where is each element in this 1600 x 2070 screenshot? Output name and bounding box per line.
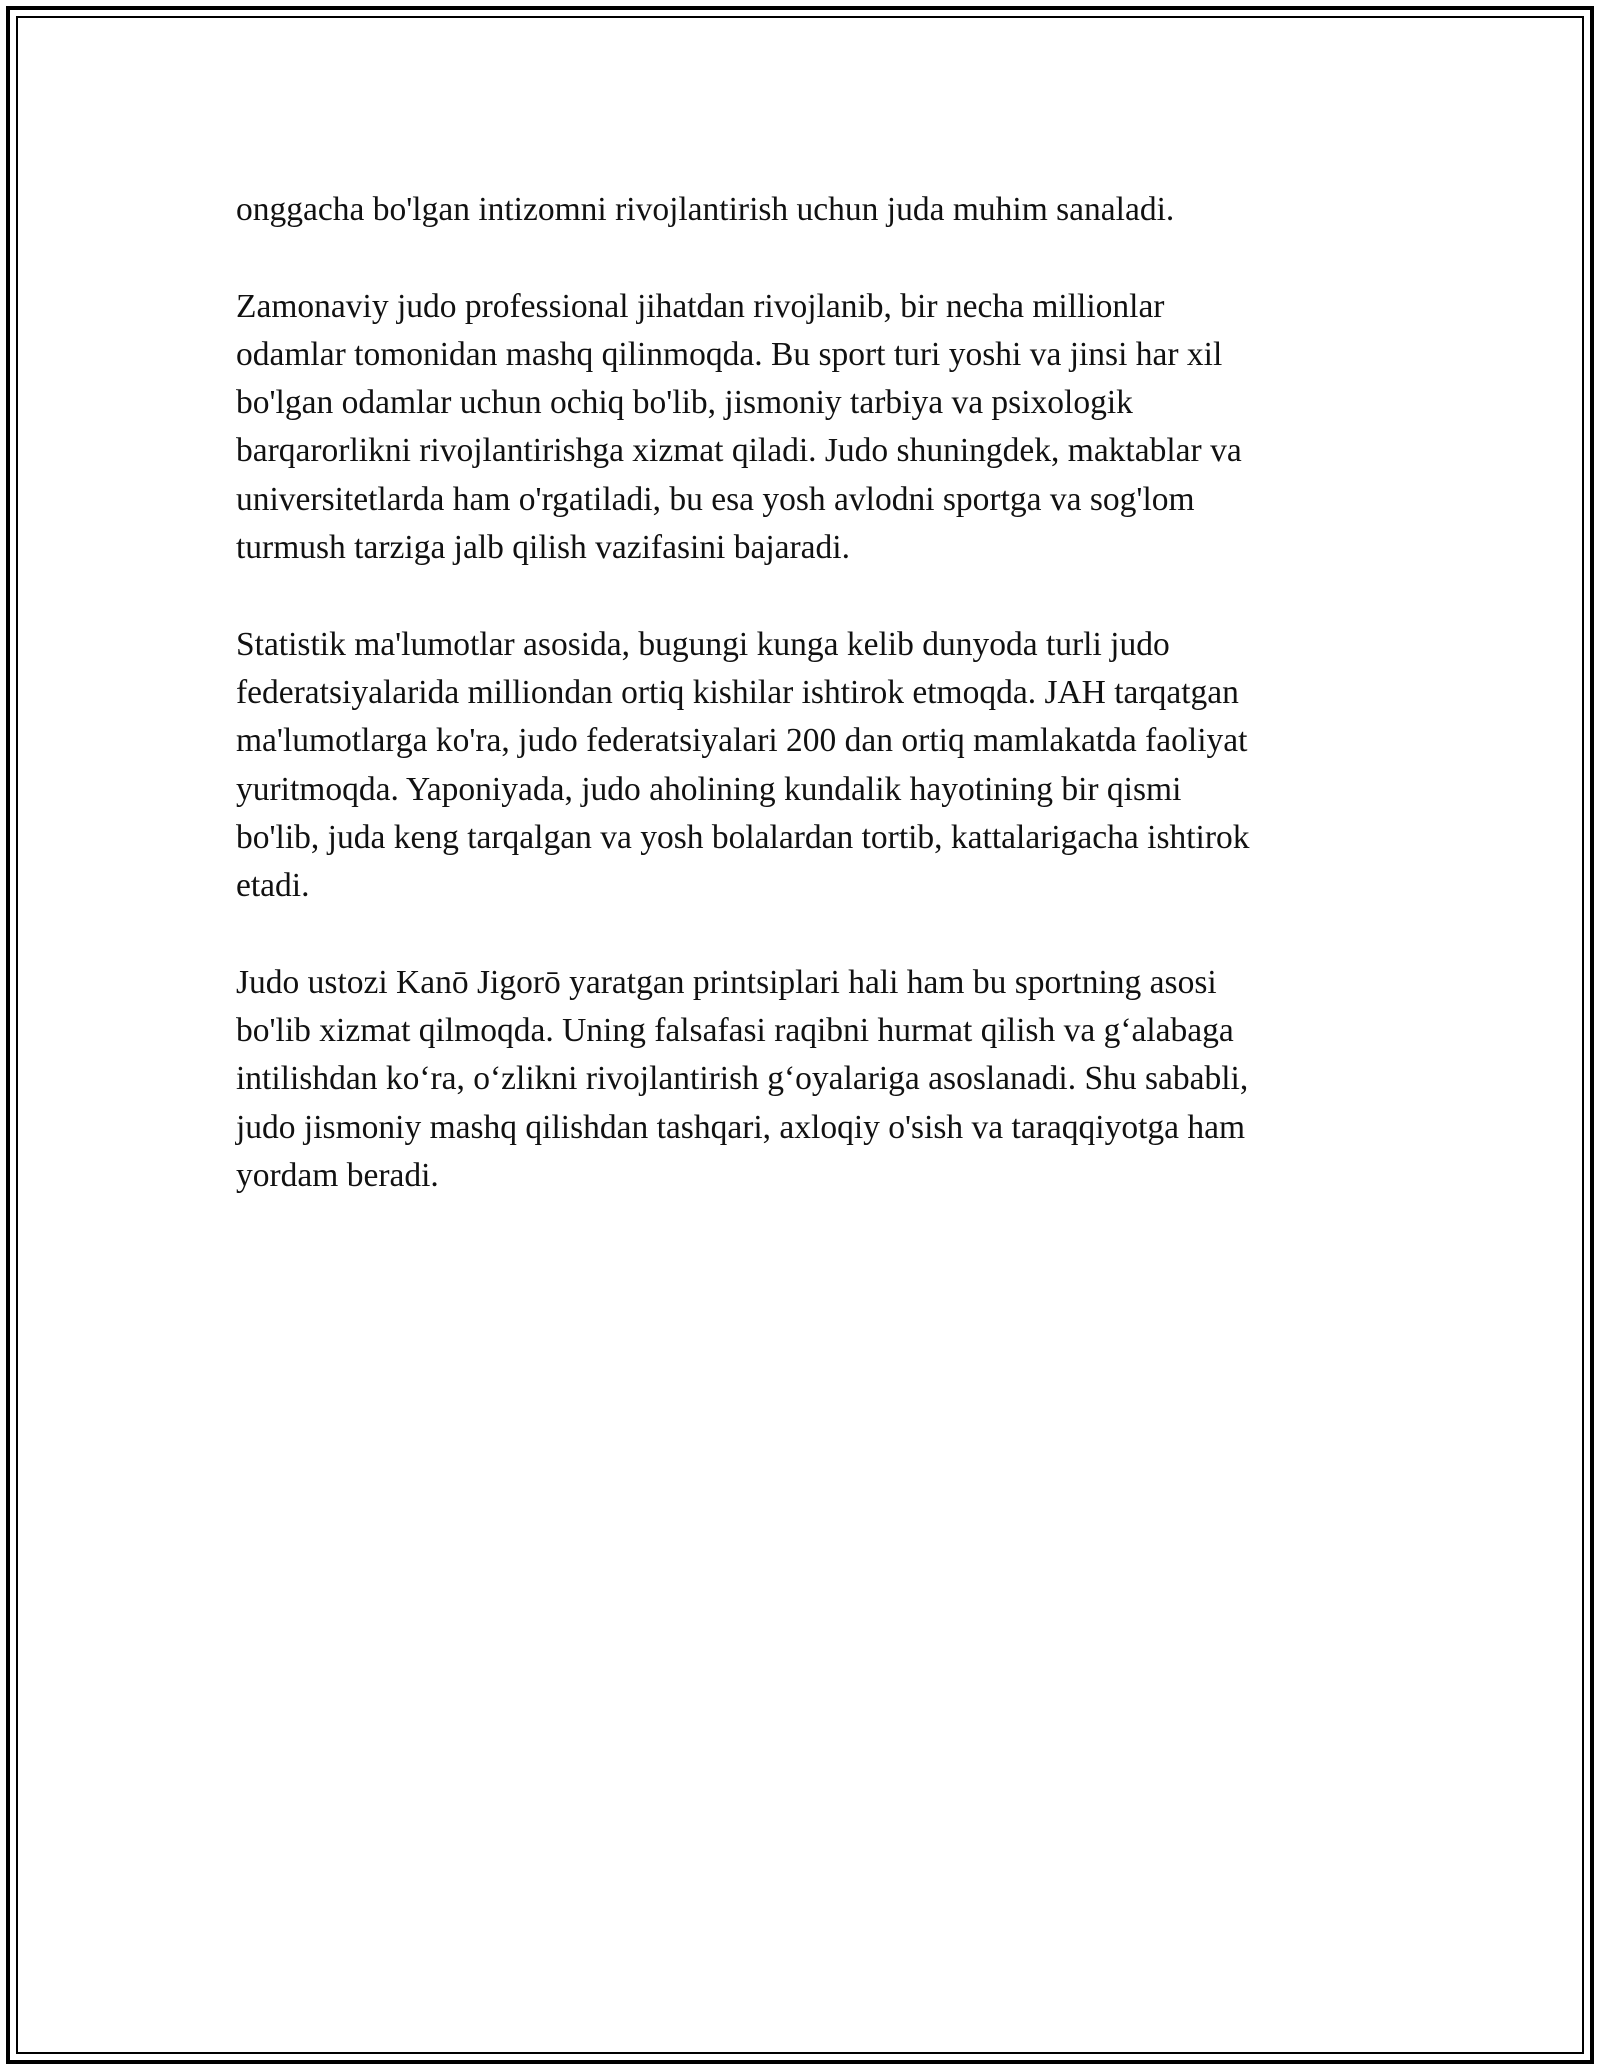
- paragraph: Judo ustozi Kanō Jigorō yaratgan printsiplari hali ham bu sportning asosi bo'lib xizmat qilmoqda. Uning falsafasi raqibni hurmat qilish va gʻalabaga intilishdan koʻra, oʻzlikni rivojlantirish gʻoyalariga asoslanadi. Shu sababli, judo jismoniy mashq qilishdan tashqari, axloqiy o'sish va taraqqiyotga ham yordam beradi.: [236, 963, 1249, 1194]
- paragraph: onggacha bo'lgan intizomni rivojlantirish uchun juda muhim sanaladi.: [236, 191, 1175, 228]
- paragraph: Zamonaviy judo professional jihatdan rivojlanib, bir necha millionlar odamlar tomonidan mashq qilinmoqda. Bu sport turi yoshi va jinsi har xil bo'lgan odamlar uchun ochiq bo'lib, jismoniy tarbiya va psixologik barqarorlikni rivojlantirishga xizmat qiladi. Judo shuningdek, maktablar va universitetlarda ham o'rgatiladi, bu esa yosh avlodni sportga va sog'lom turmush tarziga jalb qilish vazifasini bajaradi.: [236, 287, 1242, 567]
- document-body: [236, 186, 1366, 1200]
- paragraph: Statistik ma'lumotlar asosida, bugungi kunga kelib dunyoda turli judo federatsiyalarida milliondan ortiq kishilar ishtirok etmoqda. JAH tarqatgan ma'lumotlarga ko'ra, judo federatsiyalari 200 dan ortiq mamlakatda faoliyat yuritmoqda. Yaponiyada, judo aholining kundalik hayotining bir qismi bo'lib, juda keng tarqalgan va yosh bolalardan tortib, kattalarigacha ishtirok etadi.: [236, 625, 1250, 905]
